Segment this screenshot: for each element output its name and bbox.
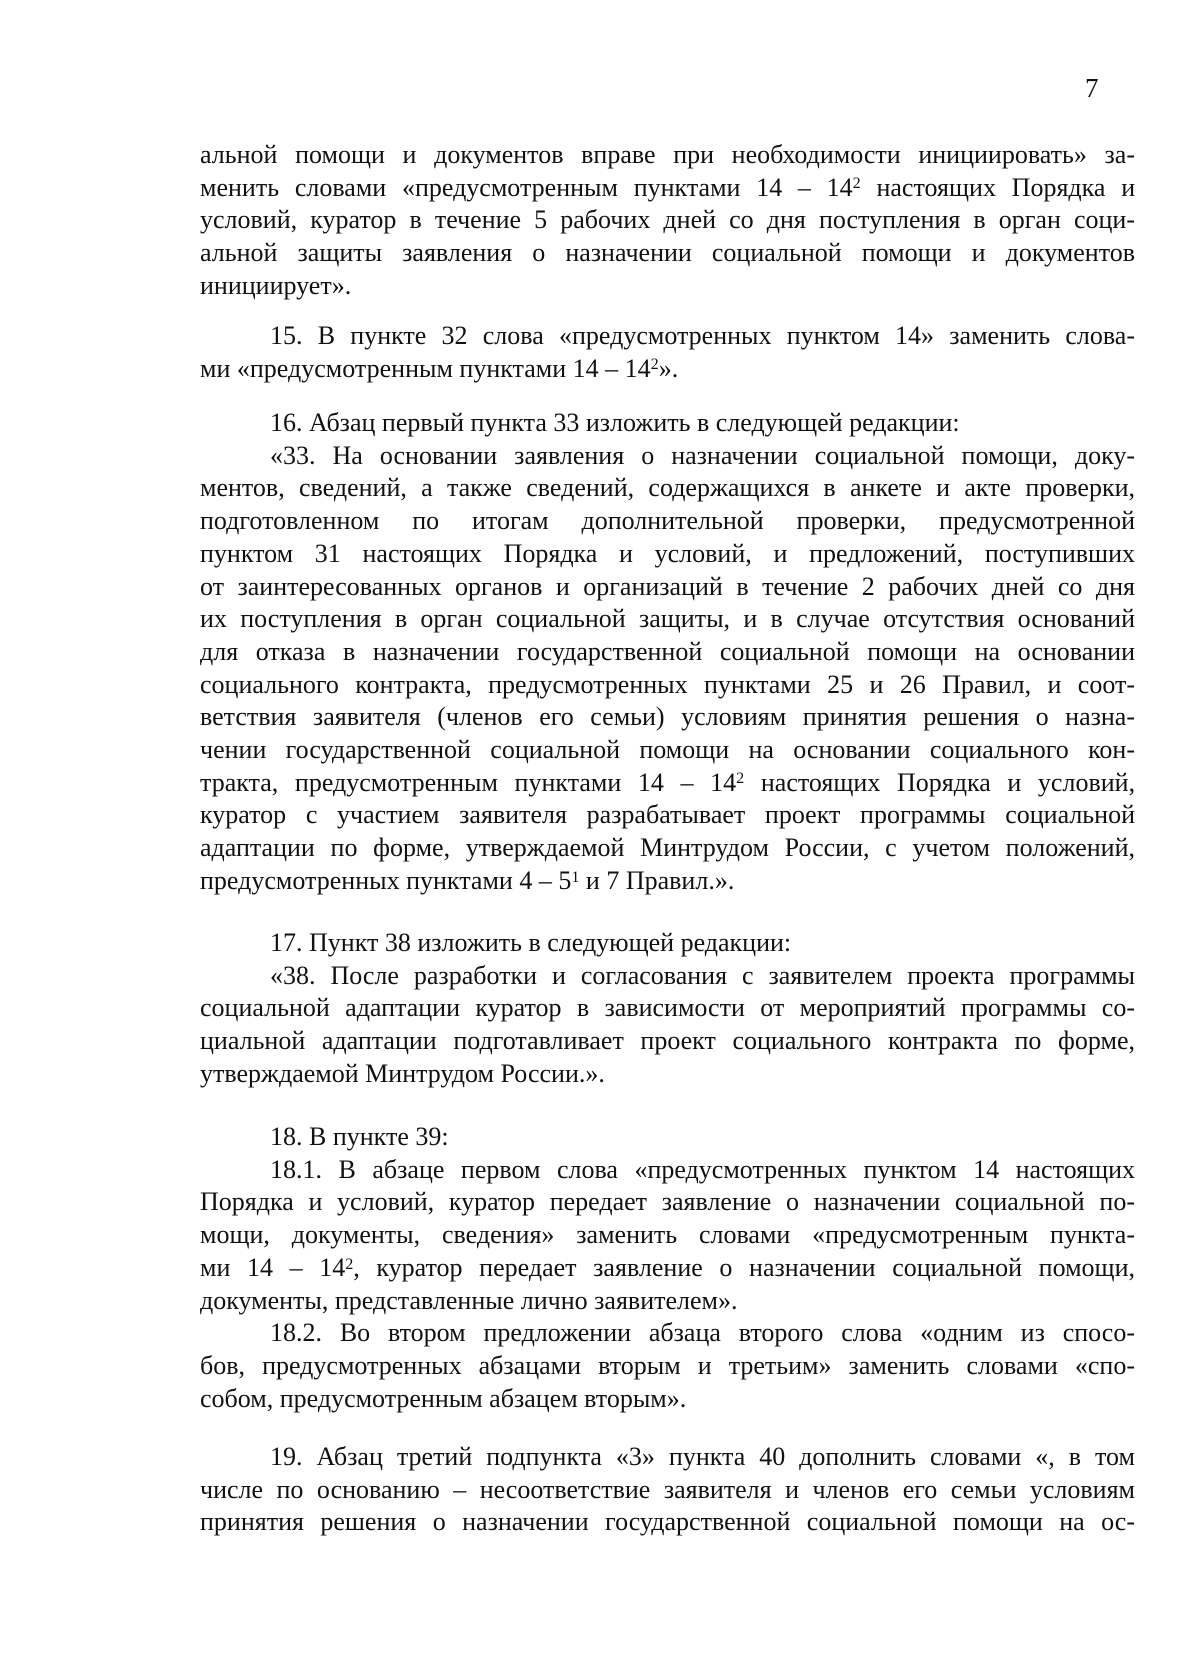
text-line: куратор с участием заявителя разрабатывает проект программы социальной [200, 800, 1135, 830]
text-line: ми $14 - 14^2$, куратор передает заявление о назначении социальной помощи, [200, 1252, 1135, 1282]
text-line: для отказа в назначении государственной социальной помощи на основании [200, 636, 1135, 666]
text-line: ментов, сведений, а также сведений, содержащихся в анкете и акте проверки, [200, 473, 1135, 503]
text-line: их поступления в орган социальной защиты, и в случае отсутствия оснований [200, 604, 1135, 634]
text-line: альной помощи и документов вправе при необходимости инициировать» за- [200, 140, 1135, 169]
text-line: 16. Абзац первый пункта 33 изложить в следующей редакции: [270, 408, 960, 437]
text-line: тракта, предусмотренным пунктами $14 - 14^2$ настоящих Порядка и условий, [200, 767, 1136, 797]
text-line: адаптации по форме, утверждаемой Минтрудом России, с учетом положений, [200, 833, 1135, 863]
text-line: 15. В пункте 32 слова «предусмотренных пунктом 14» заменить слова- [270, 321, 1135, 350]
paragraph [200, 320, 1135, 385]
text-line: ми «предусмотренным пунктами $14 - 14^2$». [200, 353, 679, 383]
text-line: циальной адаптации подготавливает проект социального контракта по форме, [200, 1026, 1135, 1056]
text-line: 17. Пункт 38 изложить в следующей редакции: [270, 928, 792, 957]
text-line: 18.2. Во втором предложении абзаца второго слова «одним из спосо- [270, 1318, 1135, 1348]
text-line: чении государственной социальной помощи на основании социального кон- [200, 735, 1135, 765]
text-line: числе по основанию – несоответствие заявителя и членов его семьи условиям [200, 1474, 1135, 1504]
text-line: «33. На основании заявления о назначении социальной помощи, доку- [270, 440, 1135, 470]
text-line: бов, предусмотренных абзацами вторым и третьим» заменить словами «спо- [200, 1350, 1135, 1380]
text-line: ветствия заявителя (членов его семьи) условиям принятия решения о назна- [200, 702, 1135, 732]
text-line: мощи, документы, сведения» заменить словами «предусмотренным пункта- [200, 1220, 1135, 1250]
paragraph [200, 139, 1135, 303]
text-line: инициирует». [200, 270, 352, 300]
text-line: 18. В пункте 39: [270, 1122, 449, 1151]
text-line: альной защиты заявления о назначении социальной помощи и документов [200, 238, 1135, 268]
paragraph [200, 407, 1135, 898]
paragraph-item-15 [200, 320, 1135, 385]
text-line: Порядка и условий, куратор передает заявление о назначении социальной по- [200, 1187, 1135, 1217]
paragraph-item-14-continuation [200, 139, 1135, 303]
text-line: пунктом 31 настоящих Порядка и условий, и предложений, поступивших [200, 538, 1135, 568]
paragraph-item-18 [200, 1121, 1135, 1415]
paragraph [200, 927, 1135, 1091]
paragraph-item-17 [200, 927, 1135, 1091]
text-line: собом, предусмотренным абзацем вторым». [200, 1383, 687, 1413]
text-line: 18.1. В абзаце первом слова «предусмотренных пунктом 14 настоящих [270, 1154, 1135, 1184]
text-line: утверждаемой Минтрудом России.». [200, 1058, 605, 1088]
text-line: 19. Абзац третий подпункта «3» пункта 40 дополнить словами «, в том [270, 1442, 1135, 1471]
text-line: подготовленном по итогам дополнительной проверки, предусмотренной [200, 506, 1135, 536]
paragraph [200, 1441, 1135, 1539]
text-line: от заинтересованных органов и организаций в течение 2 рабочих дней со дня [200, 571, 1135, 601]
text-line: социального контракта, предусмотренных пунктами 25 и 26 Правил, и соот- [200, 669, 1135, 699]
text-line: условий, куратор в течение 5 рабочих дней со дня поступления в орган соци- [200, 205, 1135, 235]
text-line: документы, представленные лично заявителем». [200, 1285, 738, 1315]
text-line: предусмотренных пунктами $4 - 5^1$ и 7 Правил.». [200, 865, 735, 895]
text-line: менить словами «предусмотренным пунктами $14 - 14^2$ настоящих Порядка и [200, 172, 1136, 202]
paragraph-item-16 [200, 407, 1135, 898]
text-line: «38. После разработки и согласования с заявителем проекта программы [270, 960, 1135, 990]
text-line: принятия решения о назначении государственной социальной помощи на ос- [200, 1507, 1135, 1537]
paragraph-item-19 [200, 1441, 1135, 1539]
page-number: 7 [1085, 73, 1099, 103]
paragraph [200, 1121, 1135, 1415]
text-line: социальной адаптации куратор в зависимости от мероприятий программы со- [200, 993, 1135, 1023]
